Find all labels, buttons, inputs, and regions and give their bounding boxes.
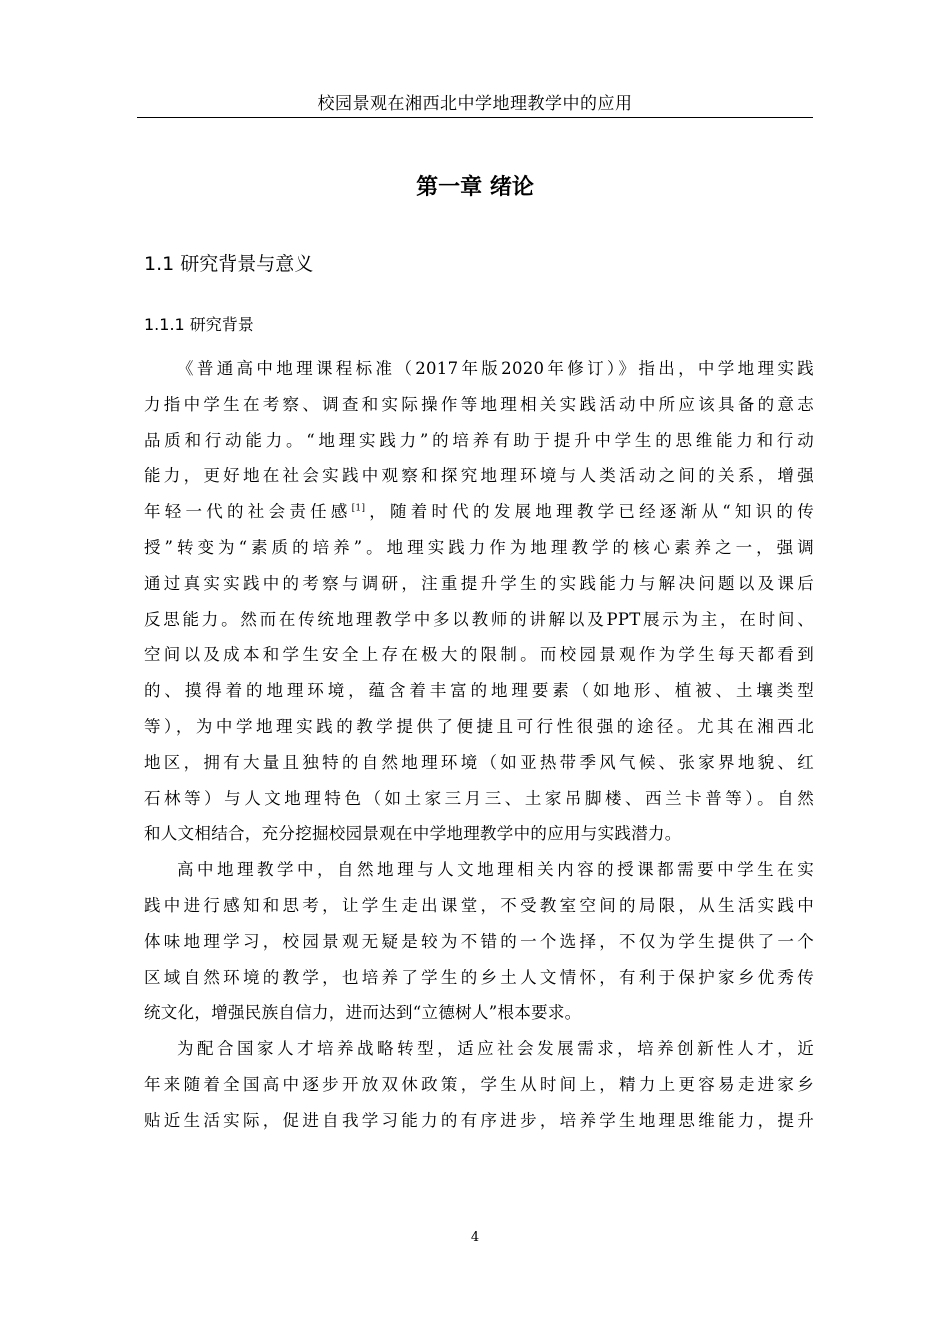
- paragraph-line: 授”转变为“素质的培养”。地理实践力作为地理教学的核心素养之一，强调: [144, 537, 814, 557]
- paragraph-line: 践中进行感知和思考，让学生走出课堂，不受教室空间的局限，从生活实践中: [144, 895, 814, 915]
- paragraph-line: 贴近生活实际，促进自我学习能力的有序进步，培养学生地理思维能力，提升: [144, 1110, 814, 1130]
- paragraph-line: 空间以及成本和学生安全上存在极大的限制。而校园景观作为学生每天都看到: [144, 645, 814, 665]
- paragraph-line: 区域自然环境的教学，也培养了学生的乡土人文情怀，有利于保护家乡优秀传: [144, 967, 814, 987]
- paragraph-line: 《普通高中地理课程标准（2017年版2020年修订）》指出，中学地理实践: [177, 359, 814, 378]
- paragraph-line: 地区，拥有大量且独特的自然地理环境（如亚热带季风气候、张家界地貌、红: [144, 752, 814, 772]
- chapter-title: 第一章 绪论: [416, 175, 534, 200]
- paragraph-line: 统文化，增强民族自信力，进而达到“立德树人”根本要求。: [144, 1003, 582, 1023]
- header-rule: [137, 117, 813, 118]
- line-text: 年轻一代的社会责任感: [144, 502, 352, 522]
- section-heading: 1.1 研究背景与意义: [144, 253, 314, 275]
- paragraph-line: 能力，更好地在社会实践中观察和探究地理环境与人类活动之间的关系，增强: [144, 466, 814, 486]
- page-number: 4: [470, 1230, 480, 1245]
- paragraph-line: 体味地理学习，校园景观无疑是较为不错的一个选择，不仅为学生提供了一个: [144, 931, 814, 951]
- subsection-heading: 1.1.1 研究背景: [144, 315, 254, 334]
- paragraph-line: 为配合国家人才培养战略转型，适应社会发展需求，培养创新性人才，近: [177, 1039, 814, 1059]
- paragraph-line: 品质和行动能力。“地理实践力”的培养有助于提升中学生的思维能力和行动: [144, 430, 814, 450]
- paragraph-line: 力指中学生在考察、调查和实际操作等地理相关实践活动中所应该具备的意志: [144, 394, 814, 414]
- paragraph-line: 年来随着全国高中逐步开放双休政策，学生从时间上，精力上更容易走进家乡: [144, 1074, 814, 1094]
- citation-ref[interactable]: [1]: [351, 503, 366, 514]
- paragraph-line: 和人文相结合，充分挖掘校园景观在中学地理教学中的应用与实践潜力。: [144, 824, 682, 844]
- paragraph-line: 等），为中学地理实践的教学提供了便捷且可行性很强的途径。尤其在湘西北: [144, 716, 814, 736]
- running-header: 校园景观在湘西北中学地理教学中的应用: [317, 94, 633, 114]
- paragraph-line: 通过真实实践中的考察与调研，注重提升学生的实践能力与解决问题以及课后: [144, 573, 814, 593]
- paragraph-line: 反思能力。然而在传统地理教学中多以教师的讲解以及PPT展示为主，在时间、: [144, 609, 814, 629]
- paragraph-line: 高中地理教学中，自然地理与人文地理相关内容的授课都需要中学生在实: [177, 860, 814, 880]
- paragraph-line: 的、摸得着的地理环境，蕴含着丰富的地理要素（如地形、植被、土壤类型: [144, 681, 814, 701]
- paragraph-line: 石林等）与人文地理特色（如土家三月三、土家吊脚楼、西兰卡普等）。自然: [144, 788, 814, 808]
- body-text: [144, 354, 814, 1142]
- paragraph-line: [144, 497, 814, 533]
- line-text: ，随着时代的发展地理教学已经逐渐从“知识的传: [365, 502, 814, 522]
